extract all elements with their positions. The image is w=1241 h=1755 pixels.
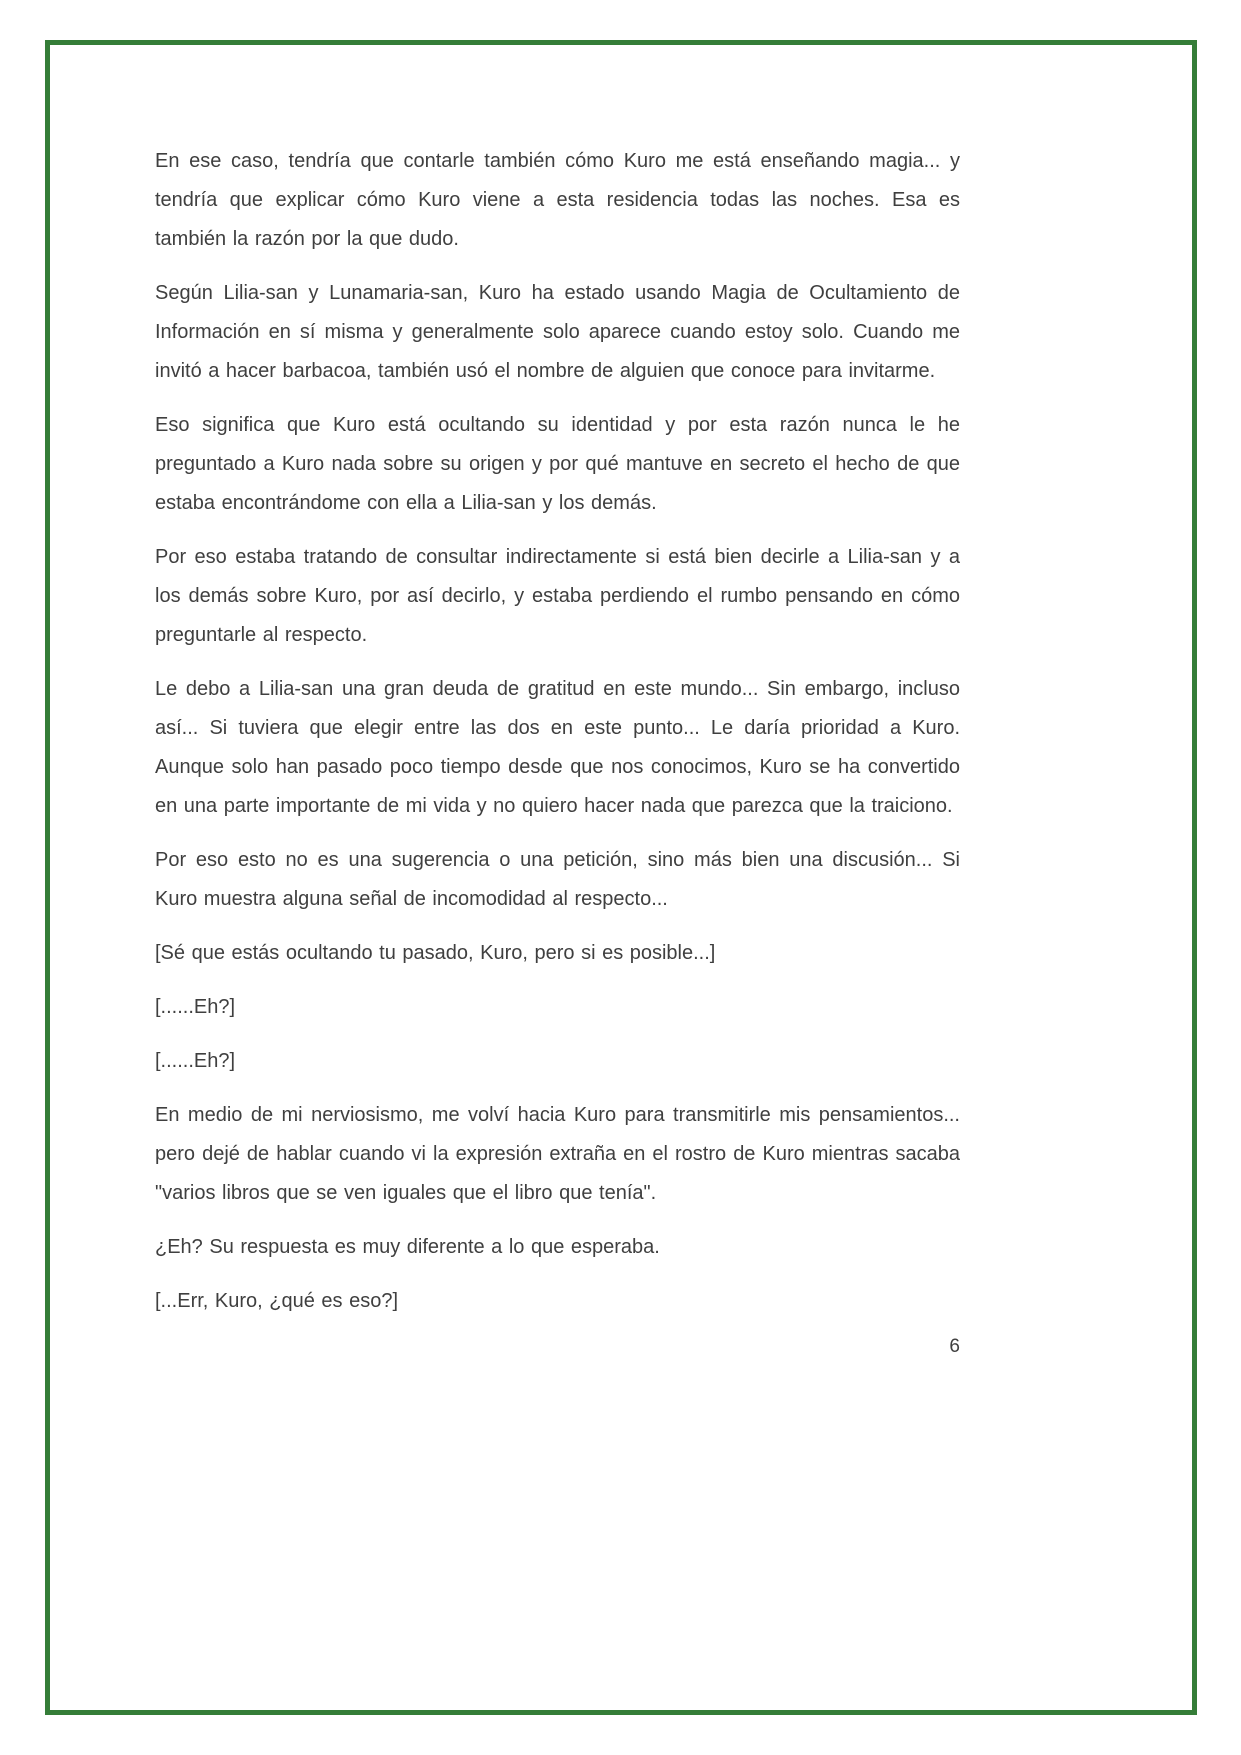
- paragraph: En ese caso, tendría que contarle también cómo Kuro me está enseñando magia... y tendría que explicar cómo Kuro viene a esta residencia todas las noches. Esa es también la razón por la que dudo.: [155, 150, 960, 250]
- page-content: [50, 45, 1192, 1710]
- paragraph: Eso significa que Kuro está ocultando su identidad y por esta razón nunca le he preguntado a Kuro nada sobre su origen y por qué mantuve en secreto el hecho de que estaba encontrándome con ella a Lilia-san y los demás.: [155, 414, 960, 514]
- paragraph: Por eso esto no es una sugerencia o una petición, sino más bien una discusión... Si Kuro muestra alguna señal de incomodidad al respecto...: [155, 849, 960, 910]
- paragraph: Por eso estaba tratando de consultar indirectamente si está bien decirle a Lilia-san y a los demás sobre Kuro, por así decirlo, y estaba perdiendo el rumbo pensando en cómo preguntarle al respecto.: [155, 546, 960, 646]
- paragraph-dialogue: [......Eh?]: [155, 996, 236, 1018]
- page-border-frame: [45, 40, 1197, 1715]
- paragraph: En medio de mi nerviosismo, me volví hacia Kuro para transmitirle mis pensamientos... pero dejé de hablar cuando vi la expresión extraña en el rostro de Kuro mientras sacaba "varios libros que se ven iguales que el libro que tenía".: [155, 1104, 960, 1204]
- page-number: 6: [949, 1336, 960, 1357]
- paragraph-dialogue: [...Err, Kuro, ¿qué es eso?]: [155, 1290, 399, 1312]
- paragraph: ¿Eh? Su respuesta es muy diferente a lo que esperaba.: [155, 1236, 660, 1258]
- paragraph: Le debo a Lilia-san una gran deuda de gratitud en este mundo... Sin embargo, incluso así... Si tuviera que elegir entre las dos en este punto... Le daría prioridad a Kuro. Aunque solo han pasado poco tiempo desde que nos conocimos, Kuro se ha convertido en una parte importante de mi vida y no quiero hacer nada que parezca que la traiciono.: [155, 678, 960, 817]
- paragraph: Según Lilia-san y Lunamaria-san, Kuro ha estado usando Magia de Ocultamiento de Información en sí misma y generalmente solo aparece cuando estoy solo. Cuando me invitó a hacer barbacoa, también usó el nombre de alguien que conoce para invitarme.: [155, 282, 960, 382]
- paragraph-dialogue: [Sé que estás ocultando tu pasado, Kuro, pero si es posible...]: [155, 942, 716, 964]
- paragraph-dialogue: [......Eh?]: [155, 1050, 236, 1072]
